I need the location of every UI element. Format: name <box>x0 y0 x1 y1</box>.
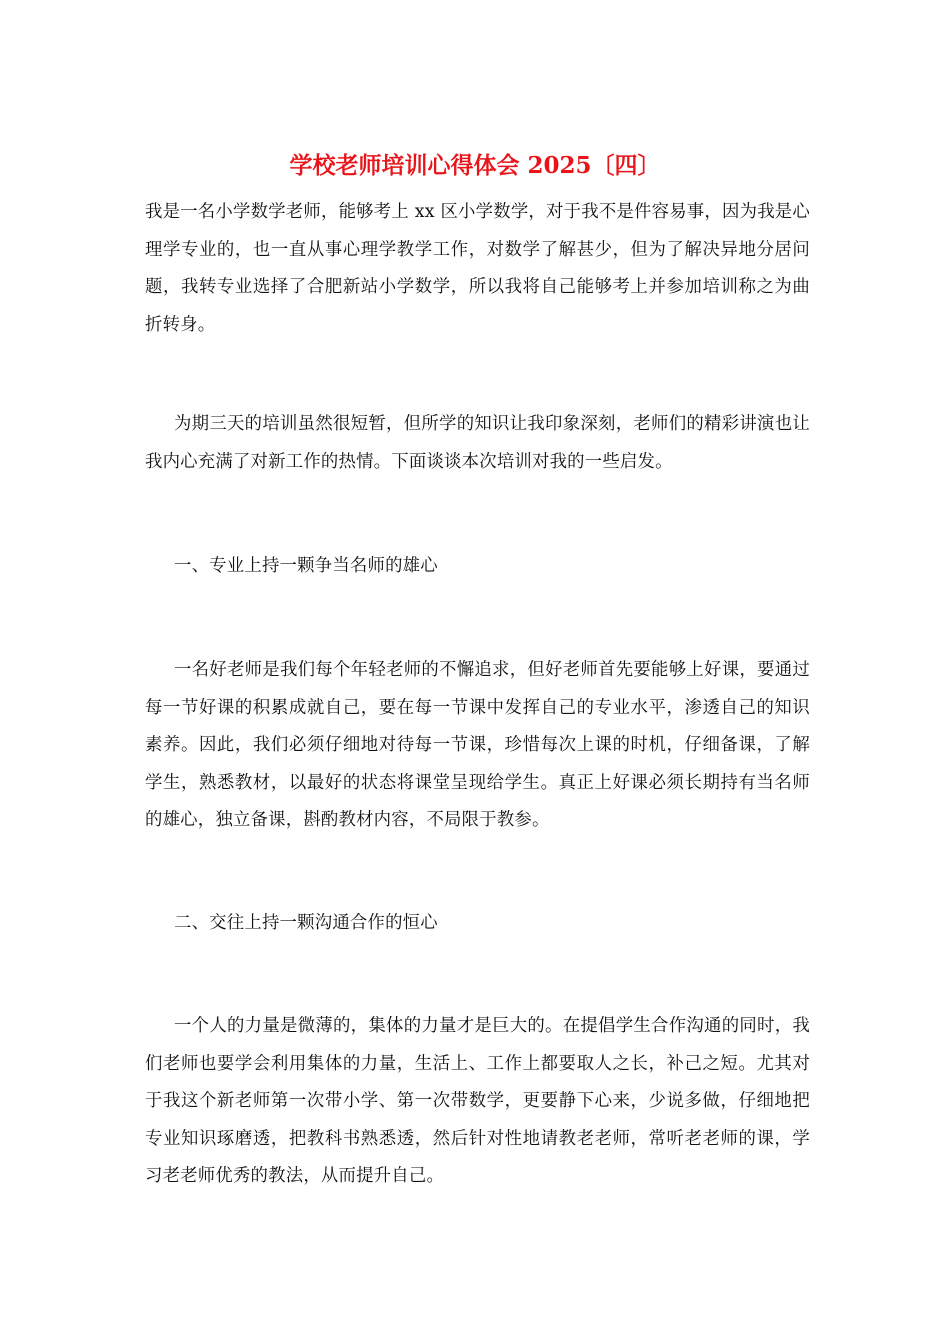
document-title: 学校老师培训心得体会 2025〔四〕 <box>289 152 661 179</box>
paragraph-section-2: 一个人的力量是微薄的，集体的力量才是巨大的。在提倡学生合作沟通的同时，我们老师也要学会利用集体的力量，生活上、工作上都要取人之长，补己之短。尤其对于我这个新老师第一次带小学、第一次带数学，更要静下心来，少说多做，仔细地把专业知识琢磨透，把教科书熟悉透，然后针对性地请教老老师，常听老老师的课，学习老老师优秀的教法，从而提升自己。 <box>145 1016 810 1187</box>
paragraph-intro: 我是一名小学数学老师，能够考上 xx 区小学数学，对于我不是件容易事，因为我是心理学专业的，也一直从事心理学教学工作，对数学了解甚少，但为了解决异地分居问题，我转专业选择了合肥新站小学数学，所以我将自己能够考上并参加培训称之为曲折转身。 <box>145 202 810 335</box>
paragraph-section-1: 一名好老师是我们每个年轻老师的不懈追求，但好老师首先要能够上好课，要通过每一节好课的积累成就自己，要在每一节课中发挥自己的专业水平，渗透自己的知识素养。因此，我们必须仔细地对待每一节课，珍惜每次上课的时机，仔细备课，了解学生，熟悉教材，以最好的状态将课堂呈现给学生。真正上好课必须长期持有当名师的雄心，独立备课，斟酌教材内容，不局限于教参。 <box>145 660 810 831</box>
section-heading-1: 一、专业上持一颗争当名师的雄心 <box>174 556 438 576</box>
section-heading-2: 二、交往上持一颗沟通合作的恒心 <box>174 913 438 933</box>
paragraph-training-summary: 为期三天的培训虽然很短暂，但所学的知识让我印象深刻，老师们的精彩讲演也让我内心充满了对新工作的热情。下面谈谈本次培训对我的一些启发。 <box>145 414 810 472</box>
